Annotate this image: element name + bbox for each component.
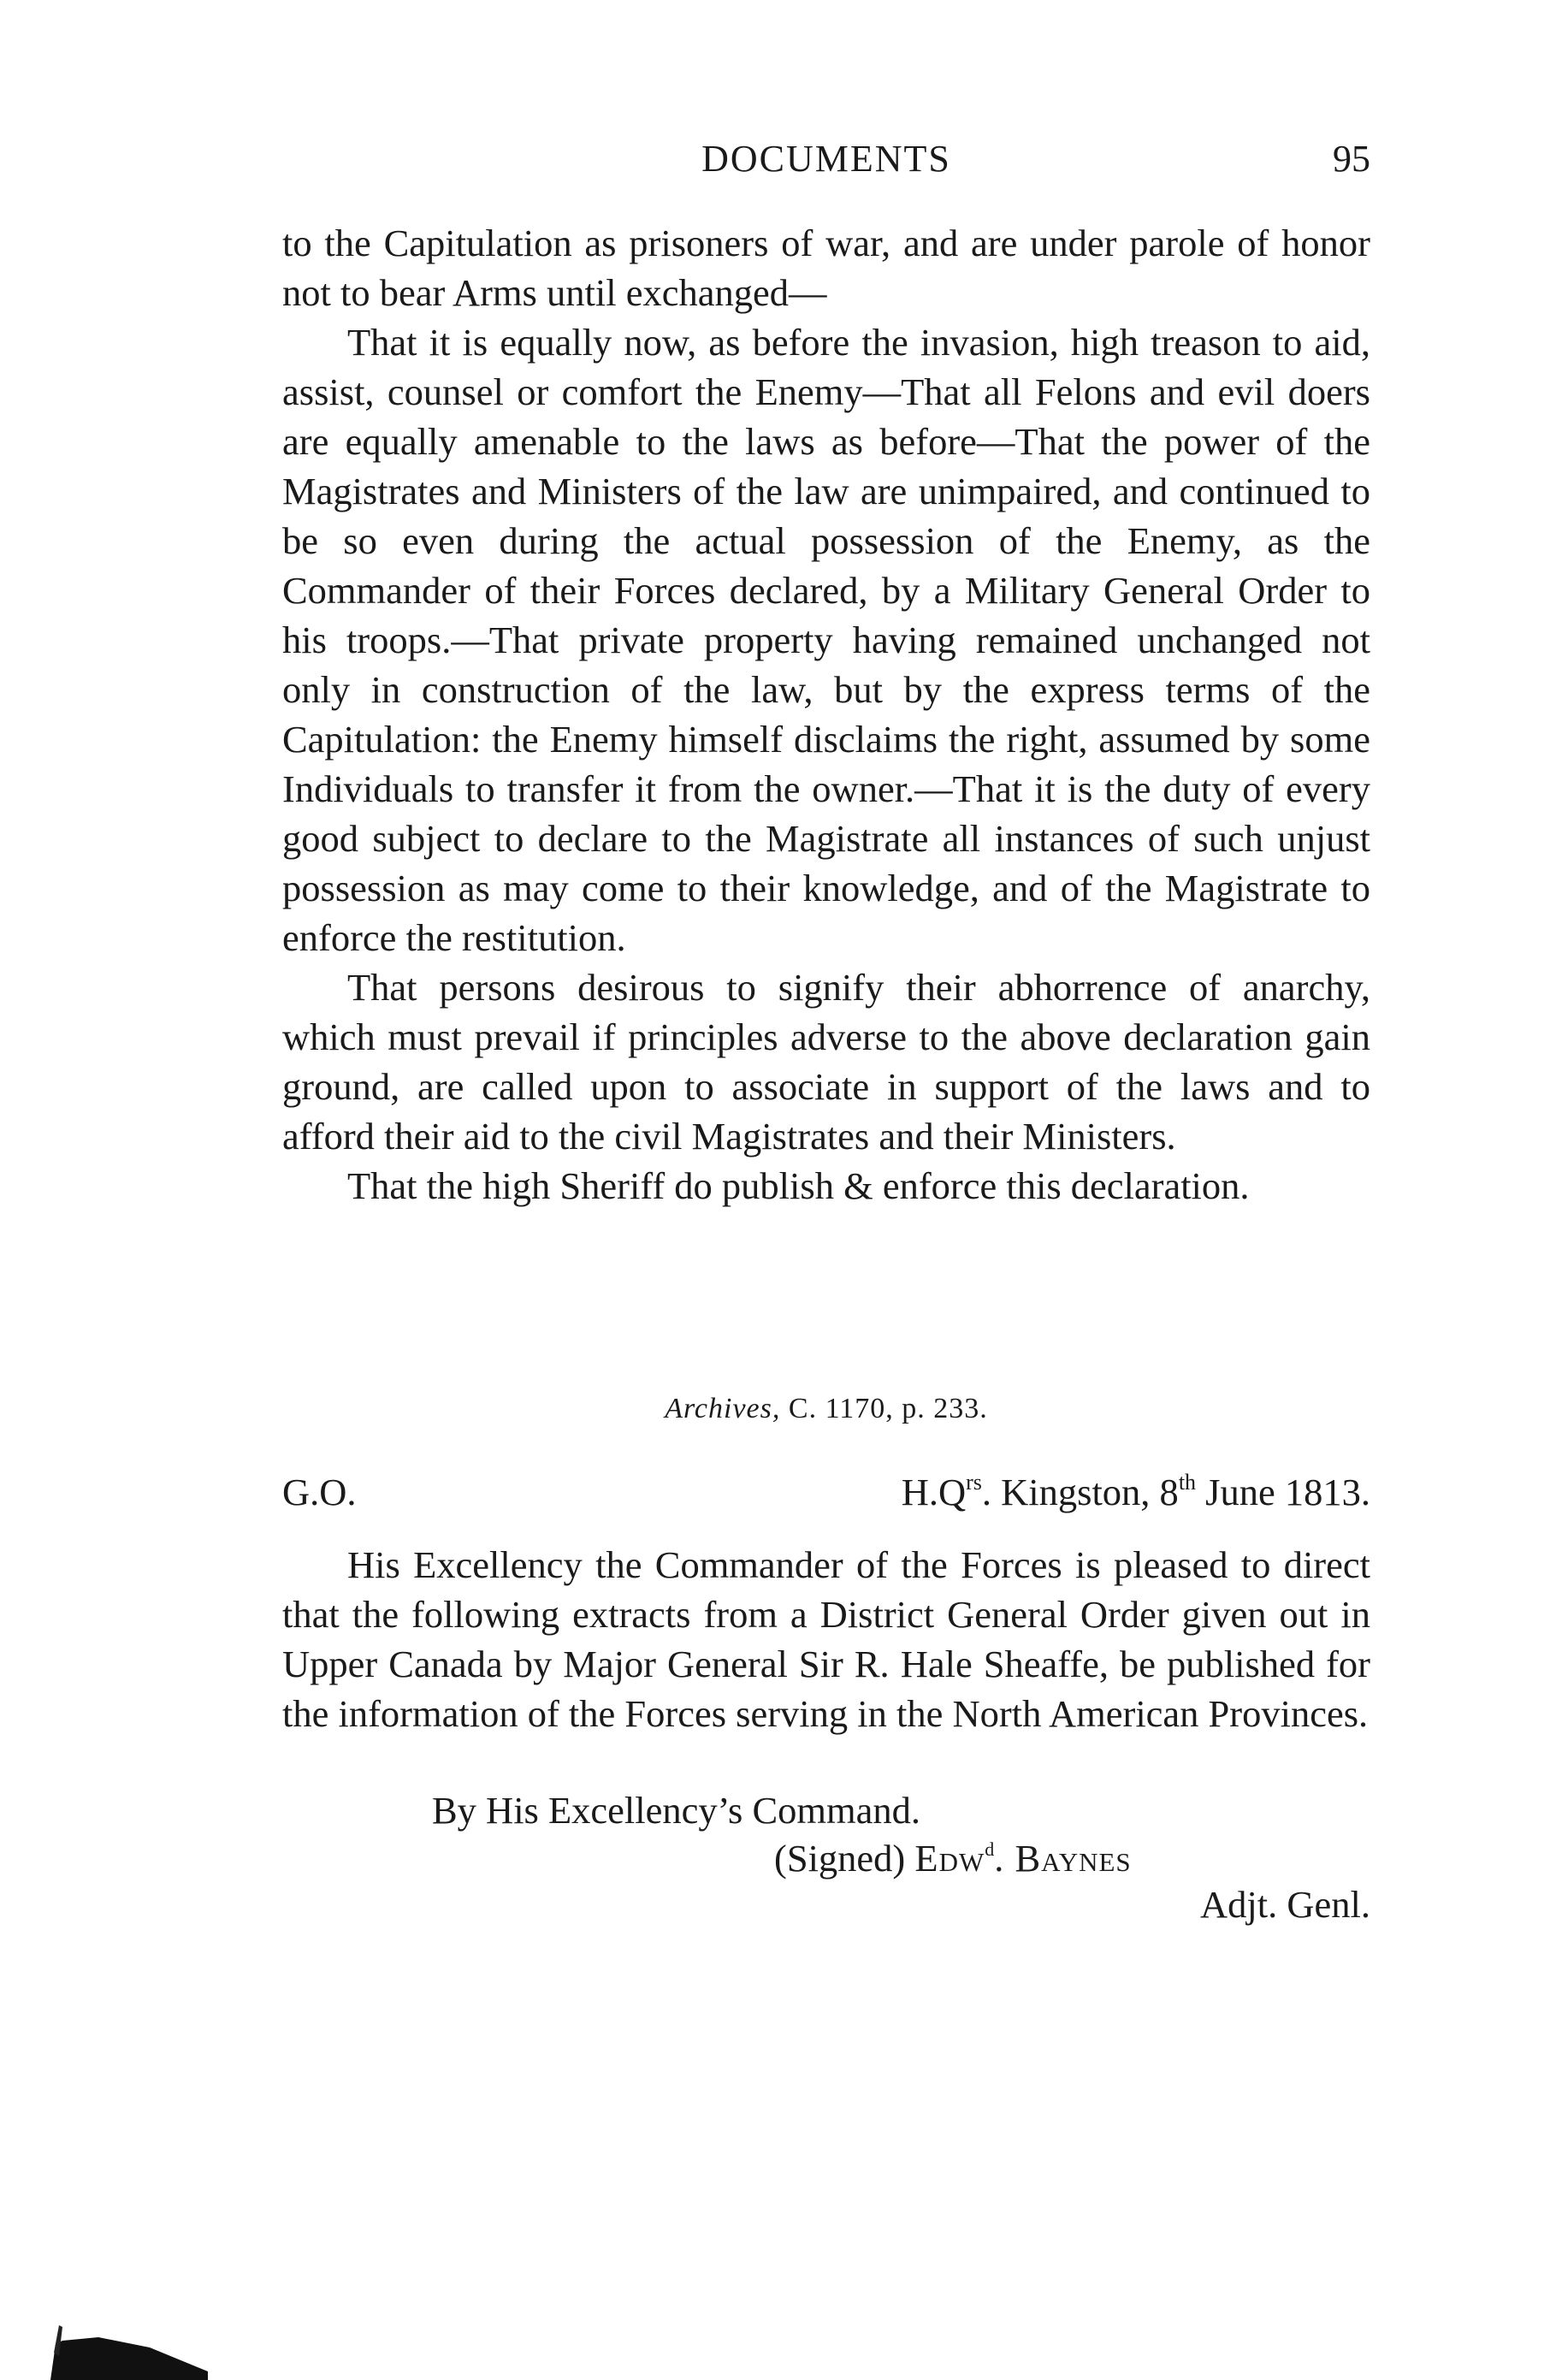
paragraph-anarchy: That persons desirous to signify their abhorrence of anarchy, which must prevail if principles adverse to the above declaration gain ground, are called upon to associate in support of the laws and to afford their aid to the civil Magistrates and their Ministers.: [282, 966, 1370, 1157]
hq-place: . Kingston, 8: [981, 1471, 1179, 1513]
archive-reference: C. 1170, p. 233.: [780, 1393, 988, 1424]
signed-label: (Signed): [774, 1837, 906, 1880]
scan-artifact-mark: [47, 2318, 210, 2380]
signer-title: Adjt. Genl.: [1200, 1883, 1370, 1926]
hq-prefix: H.Q: [901, 1471, 967, 1513]
order-body: [282, 1540, 1370, 1738]
running-title: DOCUMENTS: [701, 138, 951, 180]
signer-superscript: d: [985, 1838, 995, 1860]
running-head: [282, 137, 1370, 188]
order-paragraph: His Excellency the Commander of the Forces is pleased to direct that the following extracts from a District General Order given out in Upper Canada by Major General Sir R. Hale Sheaffe, be published for the information of the Forces serving in the North American Provinces.: [282, 1543, 1370, 1735]
hq-superscript: rs: [966, 1470, 982, 1495]
order-header: [282, 1470, 1370, 1523]
archive-label: Archives,: [665, 1393, 781, 1424]
paragraph-sheriff: That the high Sheriff do publish & enforce this declaration.: [347, 1164, 1250, 1207]
headquarters-date: [902, 1470, 1370, 1514]
command-line: By His Excellency’s Command.: [432, 1789, 921, 1832]
signer-last: . Baynes: [994, 1837, 1132, 1880]
paragraph-capitulation: to the Capitulation as prisoners of war, and are under parole of honor not to bear Arms until exchanged—: [282, 222, 1370, 314]
paragraph-treason: That it is equally now, as before the invasion, high treason to aid, assist, counsel or comfort the Enemy—That all Felons and evil doers are equally amenable to the laws as before—That the power of the Magistrates and Ministers of the law are unimpaired, and continued to be so even during the actual possession of the Enemy, as the Commander of their Forces declared, by a Military General Order to his troops.—That private property having remained unchanged not only in construction of the law, but by the express terms of the Capitulation: the Enemy himself disclaims the right, assumed by some Individuals to transfer it from the owner.—That it is the duty of every good subject to declare to the Magistrate all instances of such unjust possession as may come to their knowledge, and of the Magistrate to enforce the restitution.: [282, 321, 1370, 959]
signature-line: [774, 1836, 1132, 1880]
hq-date: June 1813.: [1196, 1471, 1370, 1513]
page-number: 95: [1333, 138, 1370, 180]
archive-citation: [282, 1393, 1370, 1425]
body-text: [282, 218, 1370, 1211]
day-superscript: th: [1178, 1470, 1197, 1495]
general-order-label: G.O.: [282, 1471, 357, 1513]
signer-first: Edw: [914, 1837, 985, 1880]
